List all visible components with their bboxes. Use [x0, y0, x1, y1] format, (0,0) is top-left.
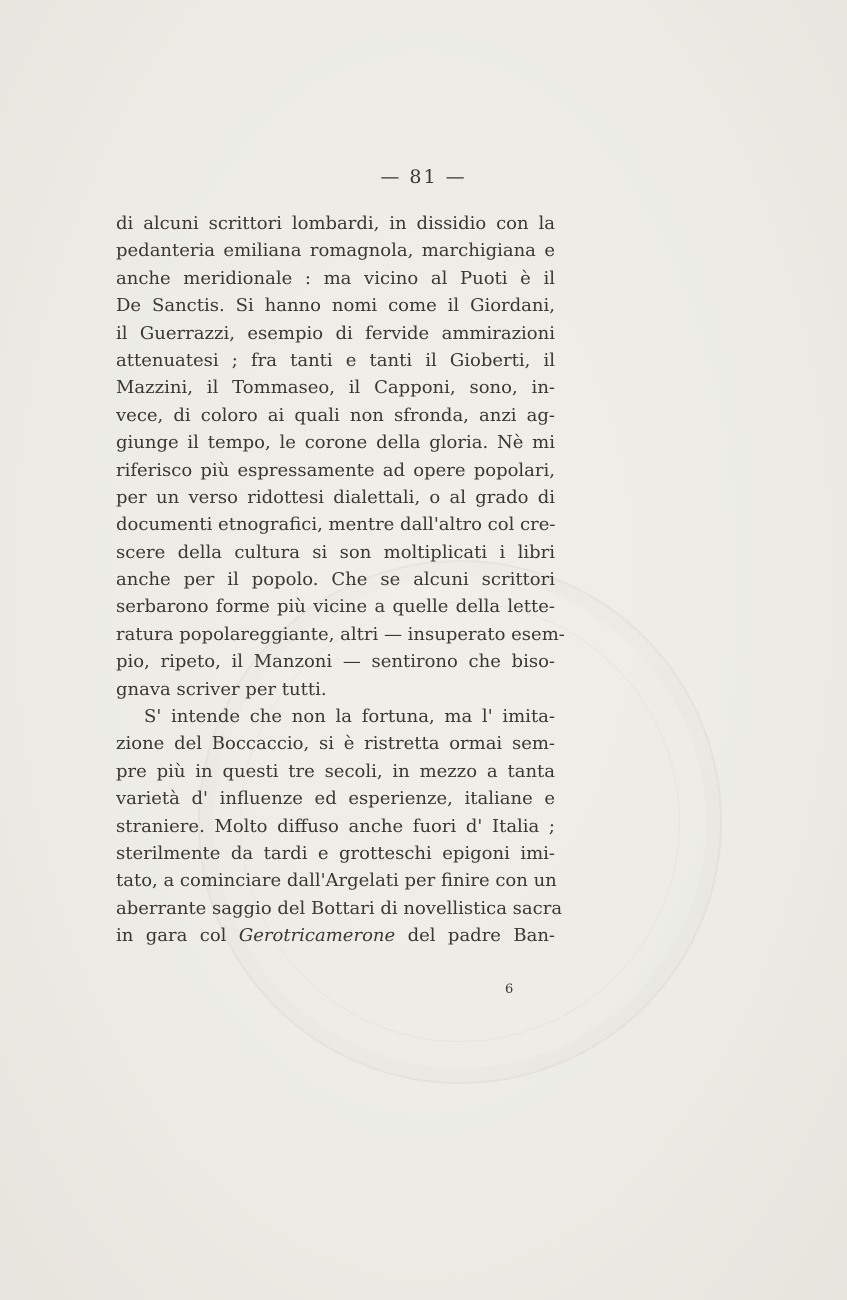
- text-line: serbarono forme più vicine a quelle della lette-: [116, 596, 555, 618]
- paragraph-2: [116, 703, 563, 950]
- text-line: pedanteria emiliana romagnola, marchigiana e: [116, 240, 555, 262]
- text-line: documenti etnografici, mentre dall'altro col cre-: [116, 514, 556, 536]
- text-line: De Sanctis. Si hanno nomi come il Giordani,: [116, 295, 555, 317]
- text-line: straniere. Molto diffuso anche fuori d' Italia ;: [116, 815, 555, 837]
- final-line-end: del padre Ban-: [395, 925, 555, 947]
- text-line: sterilmente da tardi e grotteschi epigoni imi-: [116, 842, 555, 864]
- text-line: riferisco più espressamente ad opere popolari,: [116, 459, 555, 481]
- text-line: pio, ripeto, il Manzoni — sentirono che biso-: [116, 651, 555, 673]
- text-line: pre più in questi tre secoli, in mezzo a tanta: [116, 760, 555, 782]
- text-line: giunge il tempo, le corone della gloria. Nè mi: [116, 432, 555, 454]
- paragraph-1: [116, 210, 565, 703]
- text-line: per un verso ridottesi dialettali, o al grado di: [116, 486, 555, 508]
- text-line: aberrante saggio del Bottari di novellistica sacra: [116, 897, 563, 919]
- text-line: S' intende che non la fortuna, ma l' imita-: [144, 706, 555, 728]
- book-title-gerotricamerone: Gerotricamerone: [238, 925, 396, 947]
- text-line: gnava scriver per tutti.: [116, 678, 327, 700]
- text-line: tato, a cominciare dall'Argelati per finire con un: [116, 870, 557, 892]
- text-line: ratura popolareggiante, altri — insuperato esem-: [116, 623, 565, 645]
- text-line: zione del Boccaccio, si è ristretta ormai sem-: [116, 733, 555, 755]
- text-line: anche per il popolo. Che se alcuni scrittori: [116, 569, 555, 591]
- final-line-start: in gara col: [116, 925, 239, 947]
- text-line-final: [116, 922, 555, 949]
- text-line: varietà d' influenze ed esperienze, italiane e: [116, 788, 555, 810]
- signature-mark: 6: [505, 982, 514, 997]
- text-line: Mazzini, il Tommaseo, il Capponi, sono, in-: [116, 377, 555, 399]
- text-line: scere della cultura si son moltiplicati i libri: [116, 541, 555, 563]
- text-line: anche meridionale : ma vicino al Puoti è il: [116, 267, 555, 289]
- text-line: il Guerrazzi, esempio di fervide ammirazioni: [116, 322, 555, 344]
- body-text: [116, 210, 565, 950]
- text-line: vece, di coloro ai quali non sfronda, anzi ag-: [116, 404, 555, 426]
- page-number: — 81 —: [380, 166, 467, 188]
- text-line: di alcuni scrittori lombardi, in dissidio con la: [116, 213, 555, 234]
- text-line: attenuatesi ; fra tanti e tanti il Gioberti, il: [116, 349, 555, 371]
